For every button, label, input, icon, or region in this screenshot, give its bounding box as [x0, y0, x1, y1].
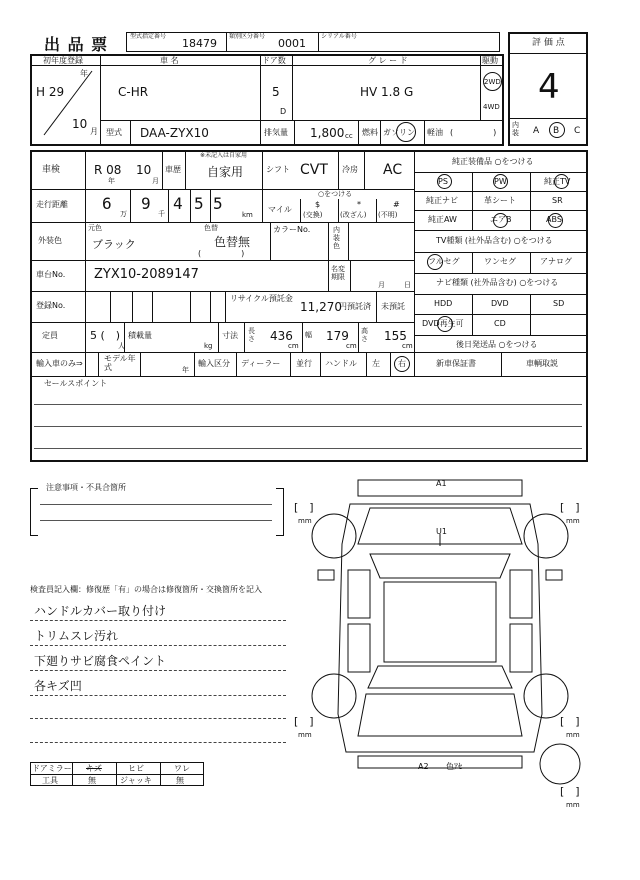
fuel-gasoline-circle: [396, 122, 416, 142]
diagram-a1: A1: [436, 479, 447, 488]
bracket-rl: [ ]: [294, 715, 314, 728]
later-manual: 車輌取説: [526, 359, 558, 368]
equip-navi: 純正ナビ: [426, 196, 458, 205]
ac: AC: [383, 162, 403, 178]
height-label: 高さ: [361, 327, 368, 344]
fuel-paren: ( ): [450, 128, 497, 137]
reg-no: 18479: [182, 37, 217, 50]
equip-leather: 革シート: [484, 196, 516, 205]
shift-label: シフト: [266, 165, 290, 174]
bracket-fr: [ ]: [560, 501, 580, 514]
mile-label: マイル: [268, 205, 292, 214]
jack-label: ジャッキ: [120, 776, 152, 785]
note-line-4: 各キズ凹: [34, 679, 82, 693]
bracket-rr: [ ]: [560, 715, 580, 728]
wheel-rear-left: [312, 674, 356, 718]
history: 自家用: [207, 165, 244, 179]
navi-title: ナビ種類 (社外品含む) ○をつける: [436, 278, 559, 287]
interior-a: A: [533, 126, 540, 136]
changed-color: 色替無: [214, 235, 251, 249]
recycle-value: 11,270: [300, 300, 342, 314]
tool-label: 工具: [42, 776, 58, 785]
fuel-diesel: 軽油: [427, 128, 443, 137]
inspection-year-unit: 年: [108, 177, 115, 185]
inspection-month: 10: [136, 163, 152, 177]
interior-b: B: [553, 126, 560, 136]
equip-tv: 純正TV: [544, 177, 571, 186]
length-label: 長さ: [248, 327, 255, 344]
chassis-no: ZYX10-2089147: [94, 267, 199, 282]
first-reg-label: 初年度登録: [43, 56, 83, 65]
mm-rr: mm: [566, 731, 580, 739]
serial-label: シリアル番号: [321, 33, 357, 40]
handle-right: 右: [398, 359, 406, 368]
mm-spare: mm: [566, 801, 580, 809]
equip-airbag: エアB: [490, 215, 512, 224]
wheel-front-left: [312, 514, 356, 558]
orig-color: ブラック: [92, 238, 136, 251]
equipment-title: 純正装備品 ○をつける: [452, 157, 534, 166]
month-unit: 月: [90, 127, 98, 136]
color-label: 外装色: [38, 236, 62, 245]
car-name-label: 車 名: [160, 56, 179, 65]
equip-ps-circle: [437, 174, 452, 189]
mileage-unit-sen: 千: [158, 210, 165, 218]
doors-label: ドア数: [262, 56, 286, 65]
fuel-label: 燃料: [362, 128, 378, 137]
mileage-unit: km: [242, 211, 253, 219]
first-reg-era: H 29: [36, 85, 65, 99]
dims-label: 寸法: [222, 331, 238, 340]
load-unit: kg: [204, 342, 213, 350]
width: 179: [326, 329, 349, 343]
chassis-label: 車台No.: [36, 270, 66, 279]
color-paren: ( ): [198, 249, 245, 258]
int-color-label: 内装色: [333, 226, 340, 251]
import-label: 輸入車のみ⇒: [36, 359, 83, 368]
door-right-rear: [510, 624, 532, 672]
drive-2wd: 2WD: [484, 78, 501, 86]
equip-abs: ABS: [546, 215, 562, 224]
width-unit: cm: [346, 342, 357, 350]
tv-oneseg: ワンセグ: [484, 257, 516, 266]
first-reg-month: 10: [72, 117, 88, 131]
model-year-label: モデル年式: [104, 354, 136, 373]
crack-label: ヒビ: [128, 764, 144, 773]
inspection-era: R 08: [94, 163, 122, 177]
drive-label: 駆動: [482, 56, 498, 65]
score-value: 4: [538, 67, 560, 107]
door-left-front: [348, 570, 370, 618]
model: DAA-ZYX10: [140, 126, 209, 140]
capacity-value: 5 ( ): [90, 329, 121, 342]
model-year-unit: 年: [182, 366, 189, 374]
bracket-spare: [ ]: [560, 785, 580, 798]
equip-sr: SR: [552, 196, 563, 205]
mm-rl: mm: [298, 731, 312, 739]
tv-title: TV種類 (社外品含む) ○をつける: [436, 236, 553, 245]
recycle-unit: 円預託済: [339, 302, 371, 311]
mileage-label: 走行距離: [36, 200, 68, 209]
equip-tv-circle: [554, 174, 569, 189]
reg-label: 型式指定番号: [130, 33, 167, 40]
grade-label: グ レ ー ド: [368, 56, 408, 65]
mm-fr: mm: [566, 517, 580, 525]
spare-wheel: [540, 744, 580, 784]
capacity-unit: 人: [118, 342, 125, 350]
mirror-right: [546, 570, 562, 580]
bracket-fl: [ ]: [294, 501, 314, 514]
equip-abs-circle: [548, 213, 563, 228]
cat-label: 類別区分番号: [229, 33, 266, 40]
note-line-2: トリムスレ汚れ: [34, 629, 119, 643]
drive-4wd: 4WD: [483, 103, 500, 111]
displacement: 1,800: [310, 126, 345, 140]
mirror-left: [318, 570, 334, 580]
car-damage-diagram: [290, 474, 596, 814]
color-no-label: カラーNo.: [273, 225, 311, 234]
shift: CVT: [300, 162, 328, 178]
orig-color-label: 元色: [88, 224, 102, 232]
ac-label: 冷房: [342, 165, 358, 174]
diagram-a2-note: 色ｱｾ: [446, 762, 462, 771]
notes-title: 注意事項・不具合箇所: [46, 483, 126, 492]
recycle-label: リサイクル預託金: [230, 294, 293, 303]
mileage-circle-note: ○をつける: [318, 190, 353, 198]
navi-hdd: HDD: [434, 299, 453, 308]
navi-dvd-play-circle: [437, 316, 453, 332]
mm-fl: mm: [298, 517, 312, 525]
changed-color-label: 色替: [204, 224, 218, 232]
interior-label: 内装: [512, 121, 519, 137]
mileage-d3: 4: [173, 194, 183, 213]
windshield: [370, 554, 510, 578]
mileage-d1: 6: [102, 194, 112, 213]
mileage-d4: 5: [194, 194, 204, 213]
hash-sub: (不明): [378, 211, 398, 219]
tv-fullseg: フルセグ: [428, 257, 460, 266]
note-line-3: 下廻りサビ腐食ペイント: [34, 654, 167, 668]
capacity-label: 定員: [42, 331, 58, 340]
door-suffix: D: [280, 107, 287, 116]
length: 436: [270, 329, 293, 343]
inspection-label: 車検: [42, 165, 61, 175]
note-line-1: ハンドルカバー取り付け: [34, 604, 167, 618]
equip-pw-circle: [493, 174, 508, 189]
load-label: 積載量: [128, 331, 152, 340]
year-unit: 年: [80, 69, 88, 78]
wheel-rear-right: [524, 674, 568, 718]
diagram-u1: U1: [436, 527, 447, 536]
rear-glass: [368, 666, 512, 688]
later-title: 後日発送品 ○をつける: [456, 340, 538, 349]
diagram-a2: A2: [418, 762, 429, 771]
handle-label: ハンドル: [325, 359, 357, 368]
recycle-unpaid: 未預託: [381, 302, 405, 311]
tv-fullseg-circle: [427, 254, 443, 270]
disp-label: 排気量: [264, 128, 288, 137]
import-class-label: 輸入区分: [198, 359, 230, 368]
mirror-label: ドアミラー: [32, 764, 72, 773]
expiry-day-unit: 日: [404, 281, 411, 289]
mileage-unit-man: 万: [120, 210, 127, 218]
grade: HV 1.8 G: [360, 85, 414, 99]
jack-value: 無: [176, 776, 184, 785]
form-title: 出 品 票: [44, 35, 109, 54]
tv-analog: アナログ: [540, 257, 572, 266]
handle-right-circle: [394, 356, 410, 372]
model-label: 型式: [106, 128, 122, 137]
inspector-note: 検査員記入欄：修復歴「有」の場合は修復箇所・交換箇所を記入: [30, 585, 262, 594]
dollar: $: [315, 200, 321, 209]
mileage-d5: 5: [213, 194, 223, 213]
door-left-rear: [348, 624, 370, 672]
navi-cd: CD: [494, 319, 506, 328]
history-note: ※未記入は自家用: [200, 152, 248, 159]
inspection-month-unit: 月: [152, 177, 159, 185]
roof: [384, 582, 496, 662]
mileage-d2: 9: [141, 194, 151, 213]
door-right-front: [510, 570, 532, 618]
equip-aw: 純正AW: [428, 215, 457, 224]
tool-value: 無: [88, 776, 96, 785]
import-dealer: ディーラー: [241, 359, 281, 368]
mirror-value: キズ: [86, 764, 102, 773]
dollar-sub: (交換): [303, 211, 323, 219]
history-label: 車歴: [165, 165, 181, 174]
star: *: [357, 200, 361, 209]
rear-bumper: [358, 756, 522, 768]
equip-pw: PW: [494, 177, 507, 186]
width-label: 幅: [305, 331, 312, 339]
fuel-gasoline: ガソリン: [383, 128, 415, 137]
interior-c: C: [574, 126, 581, 136]
height: 155: [384, 329, 407, 343]
car-name: C-HR: [118, 85, 149, 99]
cat-no: 0001: [278, 37, 306, 50]
length-unit: cm: [288, 342, 299, 350]
sales-label: セールスポイント: [44, 379, 108, 388]
score-label: 評 価 点: [532, 38, 565, 48]
expiry-label: 名変期限: [331, 265, 345, 282]
trunk: [358, 694, 522, 736]
crack-value: ワレ: [174, 764, 190, 773]
navi-dvd: DVD: [491, 299, 509, 308]
interior-b-circle: [549, 122, 565, 138]
import-parallel: 並行: [296, 359, 312, 368]
door-count: 5: [272, 85, 280, 99]
later-warranty: 新車保証書: [436, 359, 476, 368]
expiry-month-unit: 月: [378, 281, 385, 289]
registration-label: 登録No.: [36, 301, 66, 310]
handle-left: 左: [372, 359, 380, 368]
star-sub: (改ざん): [340, 211, 367, 219]
navi-dvd-play: DVD再生可: [422, 319, 464, 328]
navi-sd: SD: [553, 299, 565, 308]
disp-unit: cc: [345, 132, 353, 140]
wheel-front-right: [524, 514, 568, 558]
equip-ps: PS: [438, 177, 448, 186]
height-unit: cm: [402, 342, 413, 350]
equip-airbag-circle: [493, 213, 508, 228]
hash: #: [393, 200, 400, 209]
